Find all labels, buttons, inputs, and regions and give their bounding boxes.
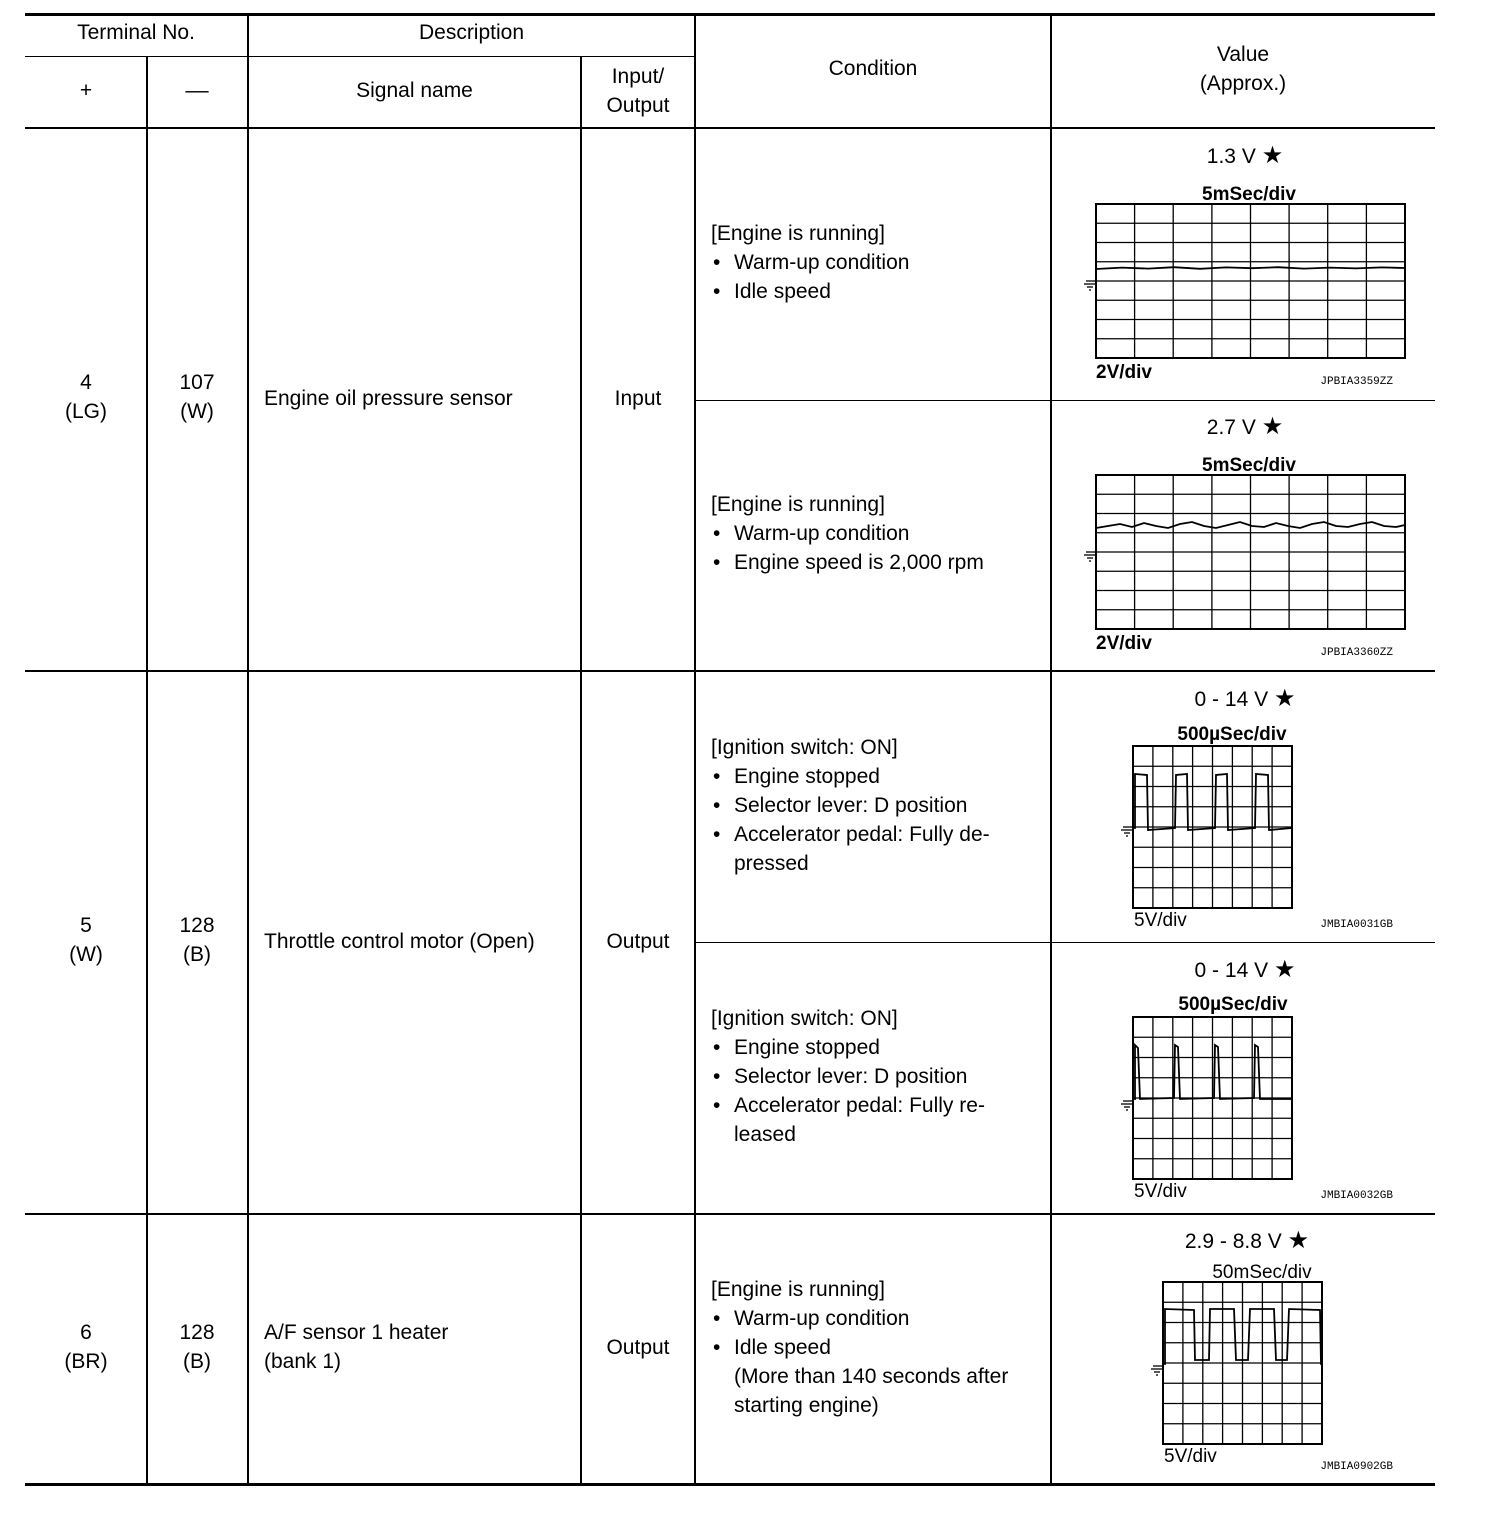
star-icon: ★ [1261, 413, 1284, 440]
bullet-item: • Warm-up condition [711, 519, 1046, 548]
header-signal-name: Signal name [356, 79, 473, 102]
volt-div-label: 2V/div [1096, 362, 1152, 383]
terminal-plus: 6 (BR) [64, 1321, 108, 1373]
figure-id: JMBIA0032GB [1320, 1190, 1393, 1202]
signal-name: Engine oil pressure sensor [264, 387, 513, 410]
condition: [Ignition switch: ON] • Engine stopped • Selector lever: D position • Accelerator pedal: Fully re- leased [711, 1004, 1046, 1149]
ground-marker-icon [1121, 827, 1133, 836]
figure-id: JPBIA3359ZZ [1320, 376, 1393, 388]
value-label: 0 - 14 V ★ [1194, 685, 1296, 712]
header-condition: Condition [828, 57, 918, 80]
input-output: Output [606, 1336, 670, 1359]
figure-id: JMBIA0902GB [1320, 1461, 1393, 1473]
header-divider-terminal [25, 56, 695, 57]
terminal-plus: 5 (W) [69, 914, 103, 966]
terminal-minus: 128 (B) [179, 1321, 215, 1373]
bullet-item: • Idle speed [711, 1333, 1046, 1362]
signal-name: Throttle control motor (Open) [264, 930, 535, 953]
oscilloscope-panel [1052, 943, 1435, 1213]
header-bottom-rule [25, 127, 1435, 129]
signal-name: A/F sensor 1 heater (bank 1) [264, 1321, 449, 1373]
condition: [Ignition switch: ON] • Engine stopped • Selector lever: D position • Accelerator pedal: Fully de- pressed [711, 733, 1046, 878]
table-top-rule [25, 13, 1435, 16]
figure-id: JPBIA3360ZZ [1320, 647, 1393, 659]
star-icon: ★ [1287, 1227, 1310, 1254]
terminal-minus: 128 (B) [179, 914, 215, 966]
bullet-item: • Idle speed [711, 277, 1046, 306]
star-icon: ★ [1273, 685, 1296, 712]
bullet-item: • Warm-up condition [711, 248, 1046, 277]
time-div-label: 5mSec/div [1202, 184, 1296, 205]
bullet-item: • Accelerator pedal: Fully de- [711, 820, 1046, 849]
volt-div-label: 2V/div [1096, 633, 1152, 654]
ground-marker-icon [1084, 552, 1096, 561]
time-div-label: 5mSec/div [1202, 455, 1296, 476]
scope-grid [1096, 204, 1405, 358]
oscilloscope-figure [1052, 1214, 1435, 1484]
bullet-item: • Engine speed is 2,000 rpm [711, 548, 1046, 577]
column-divider [580, 57, 582, 1484]
input-output: Input [614, 387, 662, 410]
volt-div-label: 5V/div [1134, 910, 1187, 931]
header-input-output: Input/ Output [606, 65, 670, 117]
bullet-item: • Selector lever: D position [711, 1062, 1046, 1091]
ground-marker-icon [1084, 281, 1096, 290]
signal-waveform [1096, 267, 1405, 269]
condition: [Engine is running] • Warm-up condition • Idle speed [711, 219, 1046, 306]
scope-grid [1096, 475, 1405, 629]
oscilloscope-panel [1052, 672, 1435, 942]
bullet-item: • Engine stopped [711, 1033, 1046, 1062]
value-label: 1.3 V ★ [1206, 142, 1284, 169]
oscilloscope-figure [1052, 130, 1435, 400]
column-divider [694, 14, 696, 1484]
bullet-item: • Engine stopped [711, 762, 1046, 791]
time-div-label: 500µSec/div [1177, 724, 1287, 745]
terminal-minus: 107 (W) [179, 371, 215, 423]
terminal-plus: 4 (LG) [65, 371, 107, 423]
time-div-label: 500µSec/div [1178, 994, 1288, 1015]
value-label: 2.7 V ★ [1206, 413, 1284, 440]
bullet-item: • Warm-up condition [711, 1304, 1046, 1333]
column-divider [146, 57, 148, 1484]
bullet-item: • Accelerator pedal: Fully re- [711, 1091, 1046, 1120]
input-output: Output [606, 930, 670, 953]
volt-div-label: 5V/div [1164, 1446, 1217, 1467]
scope-grid [1163, 1282, 1322, 1444]
header-minus: –– [185, 79, 209, 102]
oscilloscope-panel [1052, 130, 1435, 400]
ground-marker-icon [1121, 1101, 1133, 1110]
oscilloscope-figure [1052, 943, 1435, 1213]
ground-marker-icon [1151, 1366, 1163, 1375]
star-icon: ★ [1261, 142, 1284, 169]
header-description: Description [418, 21, 525, 44]
header-plus: + [79, 79, 93, 102]
star-icon: ★ [1273, 956, 1296, 983]
value-label: 2.9 - 8.8 V ★ [1184, 1227, 1310, 1254]
header-value: Value (Approx.) [1199, 43, 1287, 95]
header-terminal-no: Terminal No. [77, 21, 195, 44]
oscilloscope-figure [1052, 401, 1435, 671]
oscilloscope-figure [1052, 672, 1435, 942]
volt-div-label: 5V/div [1134, 1181, 1187, 1202]
condition: [Engine is running] • Warm-up condition • Idle speed (More than 140 seconds after starting engine) [711, 1275, 1046, 1420]
value-label: 0 - 14 V ★ [1194, 956, 1296, 983]
oscilloscope-panel [1052, 1214, 1435, 1484]
oscilloscope-panel [1052, 401, 1435, 671]
bullet-item: • Selector lever: D position [711, 791, 1046, 820]
condition: [Engine is running] • Warm-up condition • Engine speed is 2,000 rpm [711, 490, 1046, 577]
column-divider [247, 14, 249, 1484]
figure-id: JMBIA0031GB [1320, 919, 1393, 931]
time-div-label: 50mSec/div [1212, 1262, 1312, 1283]
